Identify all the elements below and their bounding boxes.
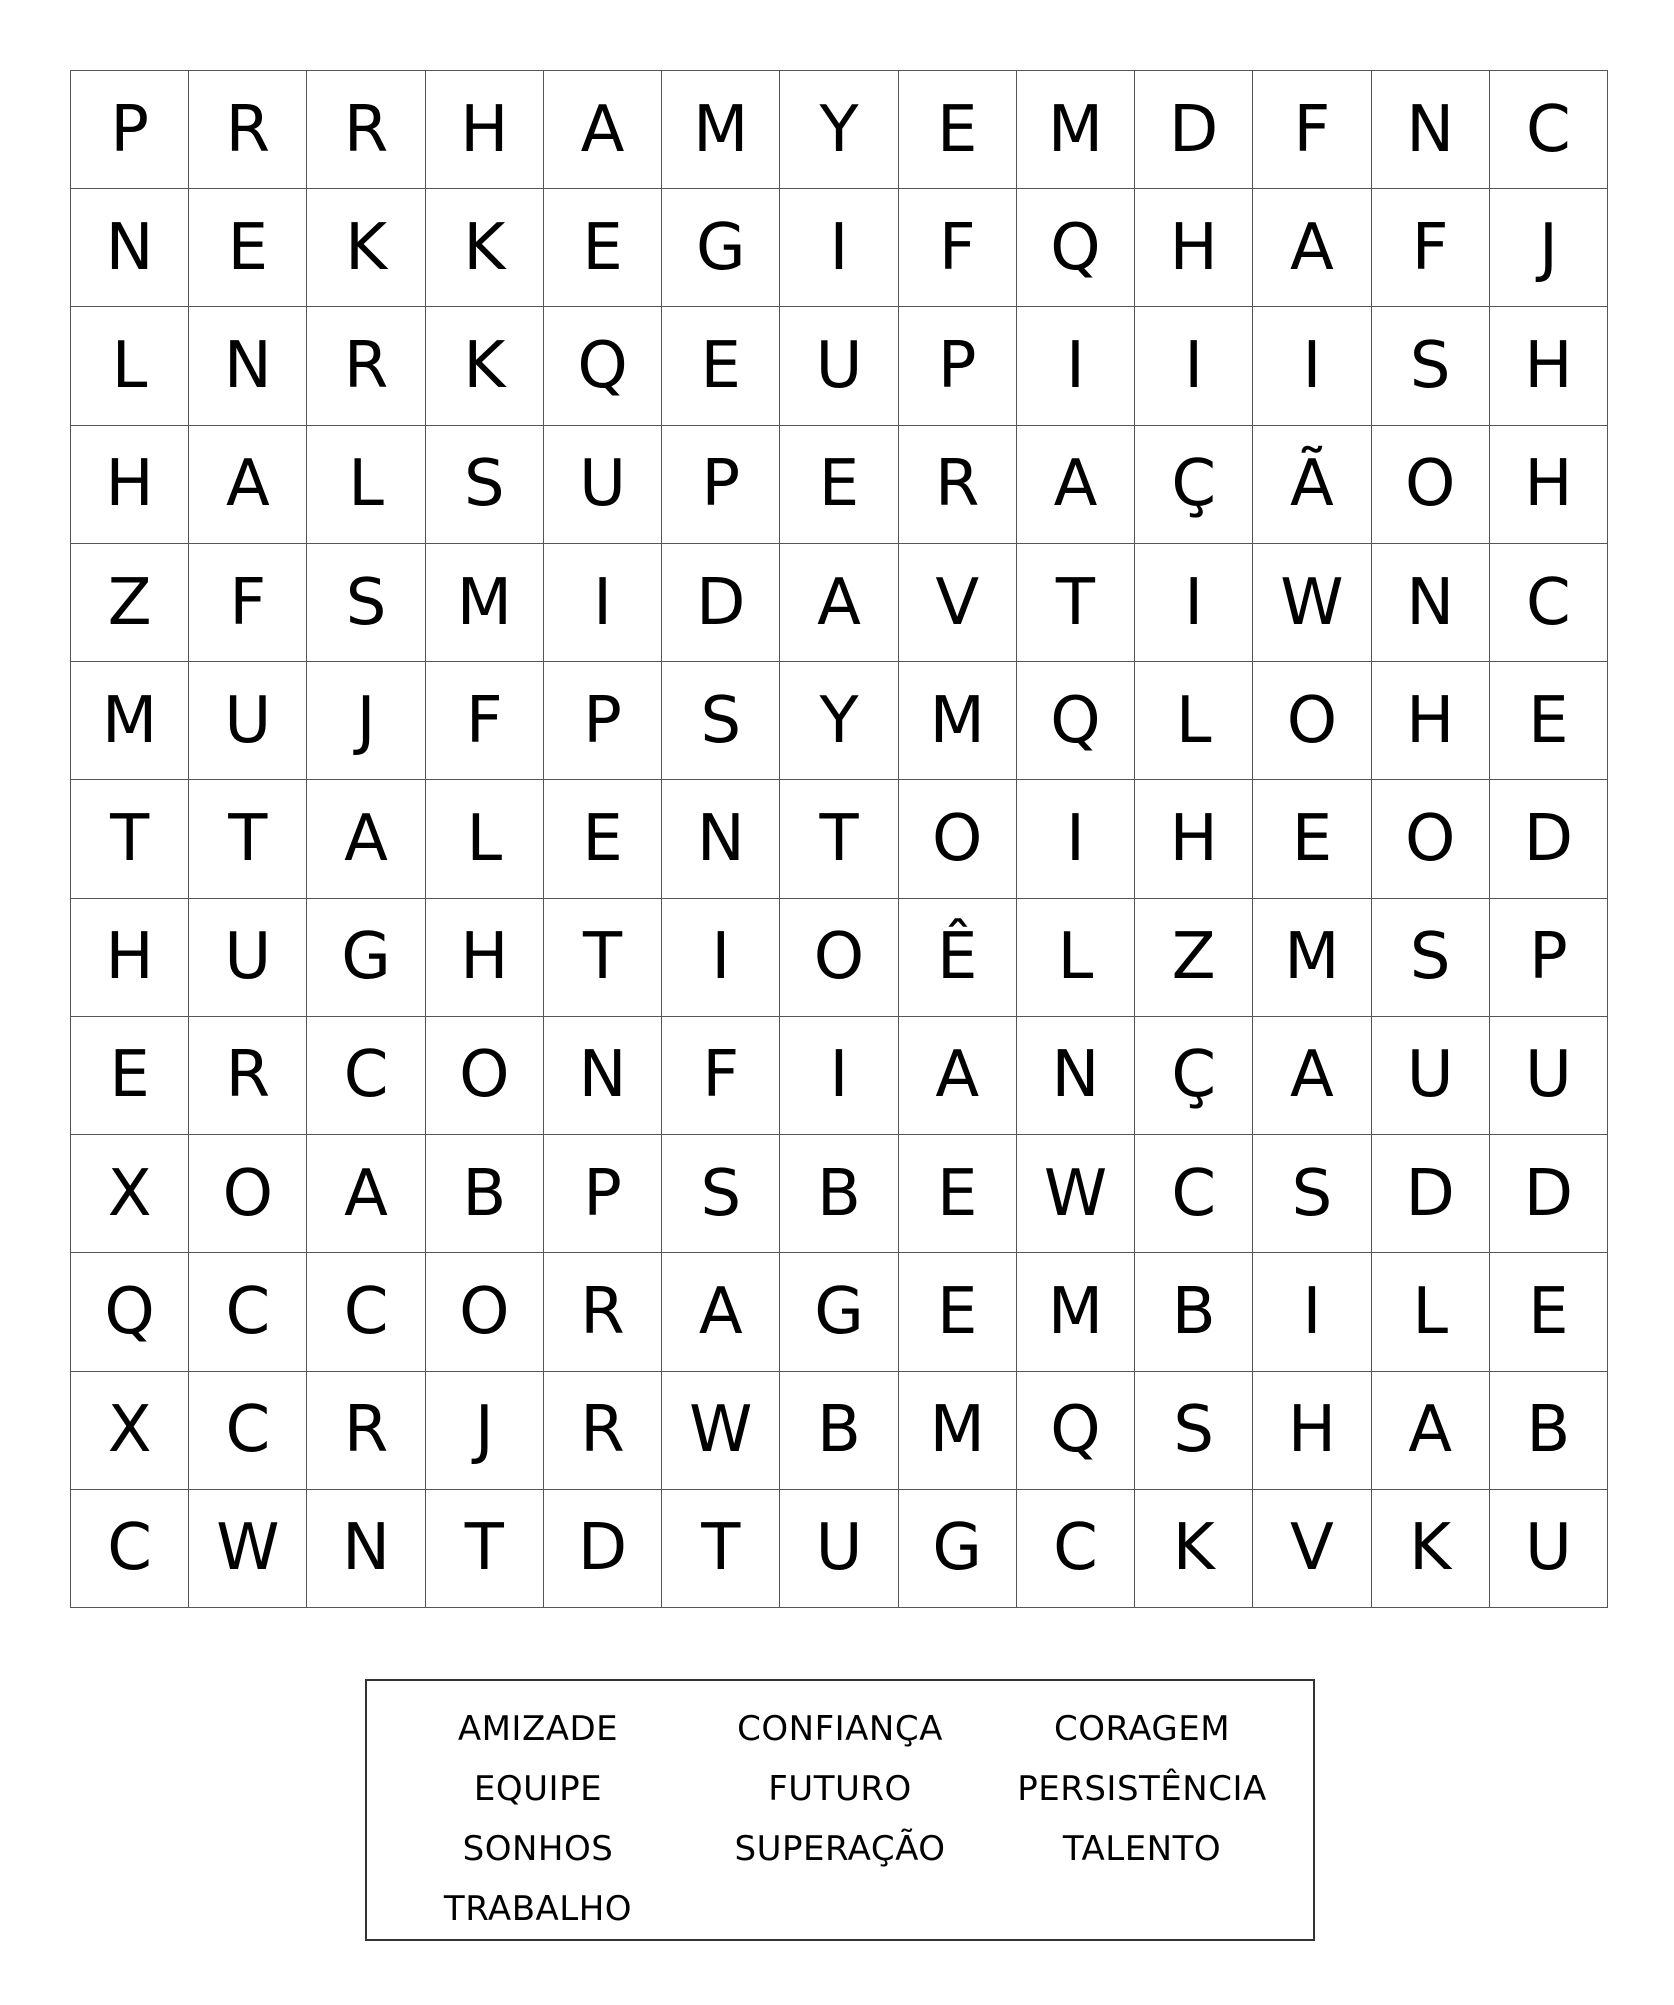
grid-cell[interactable]: Y [780, 662, 898, 780]
grid-cell[interactable]: C [307, 1253, 425, 1371]
grid-cell[interactable]: M [1253, 899, 1371, 1017]
grid-cell[interactable]: C [71, 1490, 189, 1608]
grid-cell[interactable]: A [307, 1135, 425, 1253]
grid-cell[interactable]: L [1135, 662, 1253, 780]
grid-cell[interactable]: Q [544, 307, 662, 425]
grid-cell[interactable]: U [1372, 1017, 1490, 1135]
grid-cell[interactable]: P [899, 307, 1017, 425]
grid-cell[interactable]: S [1372, 307, 1490, 425]
grid-cell[interactable]: P [544, 662, 662, 780]
grid-cell[interactable]: F [899, 189, 1017, 307]
grid-cell[interactable]: E [899, 1253, 1017, 1371]
word-bank-item: FUTURO [768, 1769, 912, 1809]
grid-cell[interactable]: P [662, 426, 780, 544]
grid-cell[interactable]: Ã [1253, 426, 1371, 544]
grid-cell[interactable]: I [662, 899, 780, 1017]
grid-cell[interactable]: T [71, 780, 189, 898]
grid-cell[interactable]: H [1135, 780, 1253, 898]
grid-cell[interactable]: D [662, 544, 780, 662]
grid-cell[interactable]: C [1017, 1490, 1135, 1608]
grid-cell[interactable]: W [1253, 544, 1371, 662]
grid-cell[interactable]: M [71, 662, 189, 780]
grid-cell[interactable]: I [1017, 307, 1135, 425]
grid-cell[interactable]: E [899, 71, 1017, 189]
grid-cell[interactable]: M [1017, 71, 1135, 189]
grid-cell[interactable]: Q [1017, 1372, 1135, 1490]
grid-cell[interactable]: T [1017, 544, 1135, 662]
grid-cell[interactable]: U [780, 1490, 898, 1608]
grid-cell[interactable]: A [189, 426, 307, 544]
grid-cell[interactable]: U [189, 899, 307, 1017]
grid-cell[interactable]: X [71, 1135, 189, 1253]
grid-cell[interactable]: H [71, 426, 189, 544]
grid-cell[interactable]: F [189, 544, 307, 662]
grid-cell[interactable]: L [307, 426, 425, 544]
grid-cell[interactable]: D [1490, 1135, 1608, 1253]
grid-cell[interactable]: T [662, 1490, 780, 1608]
grid-cell[interactable]: H [1490, 307, 1608, 425]
grid-cell[interactable]: E [71, 1017, 189, 1135]
grid-cell[interactable]: R [189, 1017, 307, 1135]
word-bank-item: TALENTO [1062, 1829, 1222, 1869]
grid-cell[interactable]: N [1372, 544, 1490, 662]
grid-cell[interactable]: E [780, 426, 898, 544]
grid-cell[interactable]: I [780, 189, 898, 307]
grid-cell[interactable]: T [189, 780, 307, 898]
grid-cell[interactable]: F [426, 662, 544, 780]
grid-cell[interactable]: I [1017, 780, 1135, 898]
grid-cell[interactable]: I [1253, 1253, 1371, 1371]
grid-cell[interactable]: J [1490, 189, 1608, 307]
grid-cell[interactable]: L [1372, 1253, 1490, 1371]
grid-cell[interactable]: D [1490, 780, 1608, 898]
grid-cell[interactable]: H [71, 899, 189, 1017]
grid-cell[interactable]: S [662, 662, 780, 780]
grid-cell[interactable]: U [189, 662, 307, 780]
grid-cell[interactable]: R [544, 1372, 662, 1490]
grid-cell[interactable]: C [189, 1253, 307, 1371]
grid-cell[interactable]: O [189, 1135, 307, 1253]
grid-cell[interactable]: A [544, 71, 662, 189]
grid-cell[interactable]: O [899, 780, 1017, 898]
grid-cell[interactable]: Ç [1135, 1017, 1253, 1135]
word-bank-column [690, 1699, 990, 1939]
grid-cell[interactable]: H [1135, 189, 1253, 307]
word-bank-item: CORAGEM [1053, 1709, 1231, 1749]
grid-cell[interactable]: M [1017, 1253, 1135, 1371]
grid-cell[interactable]: A [1253, 189, 1371, 307]
grid-cell[interactable]: Q [1017, 662, 1135, 780]
grid-cell[interactable]: K [307, 189, 425, 307]
grid-cell[interactable]: K [1372, 1490, 1490, 1608]
word-bank-column [992, 1699, 1292, 1939]
word-search-grid [70, 70, 1608, 1608]
grid-cell[interactable]: G [307, 899, 425, 1017]
grid-cell[interactable]: R [189, 71, 307, 189]
grid-cell[interactable]: I [780, 1017, 898, 1135]
grid-cell[interactable]: F [1253, 71, 1371, 189]
grid-cell[interactable]: B [426, 1135, 544, 1253]
word-bank-item: PERSISTÊNCIA [1017, 1769, 1267, 1809]
grid-cell[interactable]: G [780, 1253, 898, 1371]
grid-cell[interactable]: Q [71, 1253, 189, 1371]
word-bank-item: AMIZADE [457, 1709, 619, 1749]
grid-cell[interactable]: R [899, 426, 1017, 544]
grid-cell[interactable]: B [780, 1135, 898, 1253]
grid-cell[interactable]: A [1372, 1372, 1490, 1490]
grid-cell[interactable]: I [1135, 307, 1253, 425]
grid-cell[interactable]: U [1490, 1490, 1608, 1608]
grid-cell[interactable]: Q [1017, 189, 1135, 307]
grid-cell[interactable]: O [1372, 426, 1490, 544]
grid-cell[interactable]: U [544, 426, 662, 544]
grid-cell[interactable]: H [426, 71, 544, 189]
grid-cell[interactable]: N [662, 780, 780, 898]
grid-cell[interactable]: T [780, 780, 898, 898]
grid-cell[interactable]: M [899, 662, 1017, 780]
grid-cell[interactable]: K [1135, 1490, 1253, 1608]
grid-cell[interactable]: G [899, 1490, 1017, 1608]
grid-cell[interactable]: C [1490, 71, 1608, 189]
grid-cell[interactable]: S [307, 544, 425, 662]
grid-cell[interactable]: E [1253, 780, 1371, 898]
grid-cell[interactable]: L [71, 307, 189, 425]
grid-cell[interactable]: N [189, 307, 307, 425]
grid-cell[interactable]: W [1017, 1135, 1135, 1253]
grid-cell[interactable]: N [1372, 71, 1490, 189]
grid-cell[interactable]: K [426, 189, 544, 307]
grid-cell[interactable]: O [1253, 662, 1371, 780]
grid-cell[interactable]: R [307, 1372, 425, 1490]
grid-cell[interactable]: G [662, 189, 780, 307]
grid-cell[interactable]: M [899, 1372, 1017, 1490]
grid-cell[interactable]: X [71, 1372, 189, 1490]
grid-cell[interactable]: S [1135, 1372, 1253, 1490]
word-bank-item: SUPERAÇÃO [734, 1829, 946, 1869]
grid-cell[interactable]: D [544, 1490, 662, 1608]
grid-cell[interactable]: H [426, 899, 544, 1017]
grid-cell[interactable]: P [544, 1135, 662, 1253]
grid-cell[interactable]: E [899, 1135, 1017, 1253]
grid-cell[interactable]: M [662, 71, 780, 189]
grid-cell[interactable]: O [426, 1017, 544, 1135]
grid-cell[interactable]: A [1253, 1017, 1371, 1135]
grid-cell[interactable]: V [1253, 1490, 1371, 1608]
grid-cell[interactable]: E [1490, 1253, 1608, 1371]
grid-cell[interactable]: T [426, 1490, 544, 1608]
grid-cell[interactable]: I [1135, 544, 1253, 662]
grid-cell[interactable]: I [1253, 307, 1371, 425]
grid-cell[interactable]: Ê [899, 899, 1017, 1017]
grid-cell[interactable]: P [71, 71, 189, 189]
word-bank-column [388, 1699, 688, 1939]
grid-cell[interactable]: K [426, 307, 544, 425]
grid-cell[interactable]: O [780, 899, 898, 1017]
grid-cell[interactable]: Y [780, 71, 898, 189]
grid-cell[interactable]: R [307, 307, 425, 425]
grid-cell[interactable]: T [544, 899, 662, 1017]
grid-cell[interactable]: E [1490, 662, 1608, 780]
grid-cell[interactable]: S [662, 1135, 780, 1253]
grid-cell[interactable]: V [899, 544, 1017, 662]
grid-cell[interactable]: W [189, 1490, 307, 1608]
grid-cell[interactable]: W [662, 1372, 780, 1490]
grid-cell[interactable]: A [662, 1253, 780, 1371]
grid-cell[interactable]: L [1017, 899, 1135, 1017]
grid-cell[interactable]: E [662, 307, 780, 425]
grid-cell[interactable]: N [544, 1017, 662, 1135]
grid-cell[interactable]: M [426, 544, 544, 662]
grid-cell[interactable]: U [780, 307, 898, 425]
grid-cell[interactable]: P [1490, 899, 1608, 1017]
grid-cell[interactable]: S [1372, 899, 1490, 1017]
word-bank [365, 1679, 1315, 1941]
grid-cell[interactable]: N [307, 1490, 425, 1608]
grid-cell[interactable]: O [426, 1253, 544, 1371]
grid-cell[interactable]: B [1490, 1372, 1608, 1490]
grid-cell[interactable]: U [1490, 1017, 1608, 1135]
grid-cell[interactable]: D [1135, 71, 1253, 189]
grid-cell[interactable]: E [544, 780, 662, 898]
grid-cell[interactable]: E [544, 189, 662, 307]
word-bank-item: EQUIPE [473, 1769, 603, 1809]
grid-cell[interactable]: O [1372, 780, 1490, 898]
grid-cell[interactable]: B [1135, 1253, 1253, 1371]
word-bank-item: CONFIANÇA [737, 1709, 943, 1749]
word-bank-item: TRABALHO [443, 1889, 633, 1929]
word-bank-item: SONHOS [462, 1829, 614, 1869]
grid-cell[interactable]: A [307, 780, 425, 898]
grid-cell[interactable]: J [307, 662, 425, 780]
grid-cell[interactable]: R [544, 1253, 662, 1371]
grid-cell[interactable]: I [544, 544, 662, 662]
grid-cell[interactable]: A [899, 1017, 1017, 1135]
grid-cell[interactable]: S [1253, 1135, 1371, 1253]
grid-cell[interactable]: D [1372, 1135, 1490, 1253]
grid-cell[interactable]: L [426, 780, 544, 898]
grid-cell[interactable]: J [426, 1372, 544, 1490]
grid-cell[interactable]: Z [71, 544, 189, 662]
grid-cell[interactable]: F [662, 1017, 780, 1135]
grid-cell[interactable]: C [189, 1372, 307, 1490]
grid-cell[interactable]: S [426, 426, 544, 544]
grid-cell[interactable]: B [780, 1372, 898, 1490]
grid-cell[interactable]: Ç [1135, 426, 1253, 544]
grid-cell[interactable]: Z [1135, 899, 1253, 1017]
grid-cell[interactable]: N [71, 189, 189, 307]
grid-cell[interactable]: C [1135, 1135, 1253, 1253]
grid-cell[interactable]: A [1017, 426, 1135, 544]
grid-cell[interactable]: H [1372, 662, 1490, 780]
grid-cell[interactable]: F [1372, 189, 1490, 307]
grid-cell[interactable]: H [1490, 426, 1608, 544]
grid-cell[interactable]: A [780, 544, 898, 662]
grid-cell[interactable]: E [189, 189, 307, 307]
grid-cell[interactable]: H [1253, 1372, 1371, 1490]
grid-cell[interactable]: N [1017, 1017, 1135, 1135]
grid-cell[interactable]: C [307, 1017, 425, 1135]
grid-cell[interactable]: R [307, 71, 425, 189]
grid-cell[interactable]: C [1490, 544, 1608, 662]
